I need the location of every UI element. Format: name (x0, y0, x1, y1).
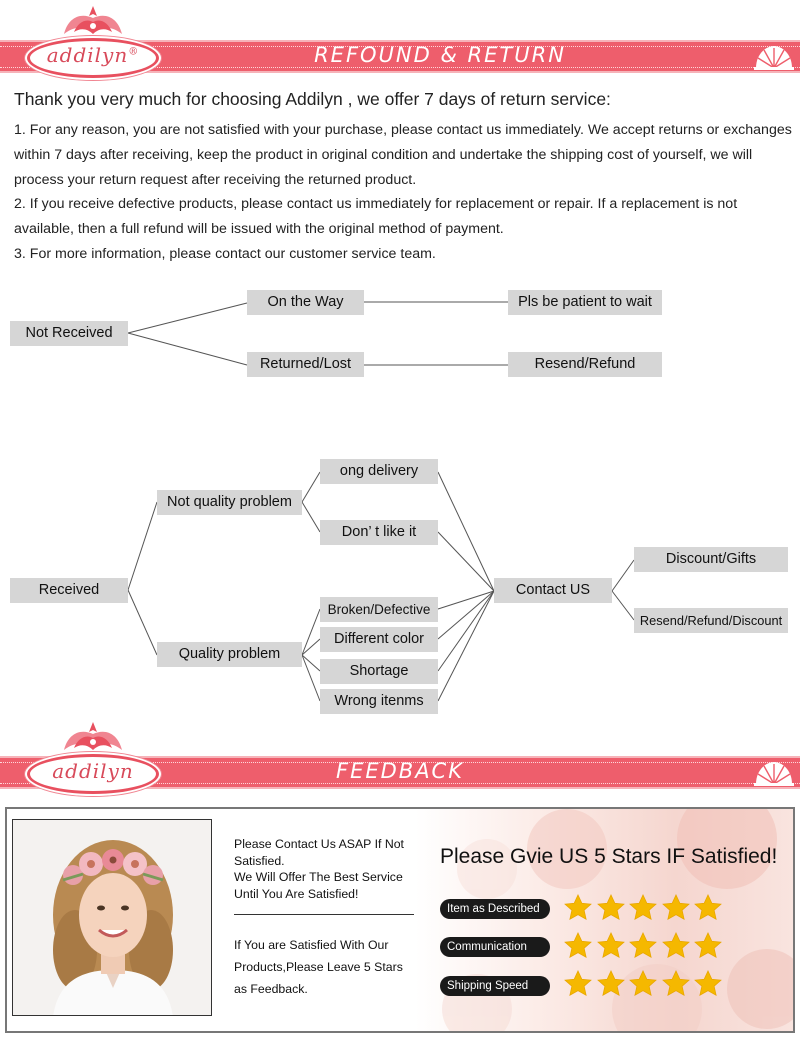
star-icon (661, 893, 691, 923)
node-returned-lost: Returned/Lost (247, 352, 364, 377)
star-rating (563, 931, 726, 961)
star-icon (661, 931, 691, 961)
logo: addilyn® (46, 43, 140, 67)
registered-mark: ® (128, 46, 140, 58)
node-long-delivery: ong delivery (320, 459, 438, 484)
star-icon (563, 931, 593, 961)
star-icon (563, 969, 593, 999)
policy-paragraph-3: 3. For more information, please contact our customer service team. (14, 246, 436, 262)
rating-label-shipping-speed: Shipping Speed (440, 976, 550, 996)
star-icon (628, 931, 658, 961)
rating-label-communication: Communication (440, 937, 550, 957)
node-resend-refund: Resend/Refund (508, 352, 662, 377)
logo: addilyn (52, 759, 134, 783)
crown-ornament-icon (60, 720, 126, 758)
node-broken-defective: Broken/Defective (320, 597, 438, 622)
node-shortage: Shortage (320, 659, 438, 684)
node-not-received: Not Received (10, 321, 128, 346)
star-icon (596, 931, 626, 961)
five-stars-heading: Please Gvie US 5 Stars IF Satisfied! (440, 845, 778, 868)
node-contact-us: Contact US (494, 578, 612, 603)
intro-text: Thank you very much for choosing Addilyn , we offer 7 days of return service: (14, 89, 611, 109)
rating-label-item-as-described: Item as Described (440, 899, 550, 919)
policy-paragraph-2: 2. If you receive defective products, please contact us immediately for replacement or repair. If a replacement is not available, then a full refund will be issued with the original method of payment. (14, 196, 738, 237)
star-icon (628, 969, 658, 999)
node-received: Received (10, 578, 128, 603)
star-icon (693, 893, 723, 923)
star-icon (693, 931, 723, 961)
feedback-banner (0, 716, 800, 796)
node-wrong-items: Wrong itenms (320, 689, 438, 714)
policy-paragraph-1: 1. For any reason, you are not satisfied with your purchase, please contact us immediately. We accept returns or exchanges within 7 days after receiving, keep the product in original condition and undertake the shipping cost of yourself, we will process your return request after receiving the returned product. (14, 122, 792, 188)
node-discount-gifts: Discount/Gifts (634, 547, 788, 572)
shell-icon (752, 760, 796, 788)
star-icon (563, 893, 593, 923)
model-portrait-icon (13, 820, 212, 1016)
feedback-title: FEEDBACK (336, 759, 464, 783)
node-be-patient: Pls be patient to wait (508, 290, 662, 315)
node-quality-problem: Quality problem (157, 642, 302, 667)
divider (234, 914, 414, 915)
node-resend-refund-discount: Resend/Refund/Discount (634, 608, 788, 633)
star-icon (628, 893, 658, 923)
node-different-color: Different color (320, 627, 438, 652)
leave-feedback-message: If You are Satisfied With Our Products,Please Leave 5 Stars as Feedback. (234, 938, 403, 996)
star-icon (596, 969, 626, 999)
page-title: REFOUND & RETURN (314, 43, 566, 67)
star-icon (693, 969, 723, 999)
node-dont-like-it: Don’ t like it (320, 520, 438, 545)
contact-message: Please Contact Us ASAP If Not Satisfied. We Will Offer The Best Service Until You Are Satisfied! (234, 837, 404, 901)
model-photo (12, 819, 212, 1016)
star-rating (563, 893, 726, 923)
node-not-quality-problem: Not quality problem (157, 490, 302, 515)
star-icon (661, 969, 691, 999)
star-icon (596, 893, 626, 923)
node-on-the-way: On the Way (247, 290, 364, 315)
star-rating (563, 969, 726, 999)
